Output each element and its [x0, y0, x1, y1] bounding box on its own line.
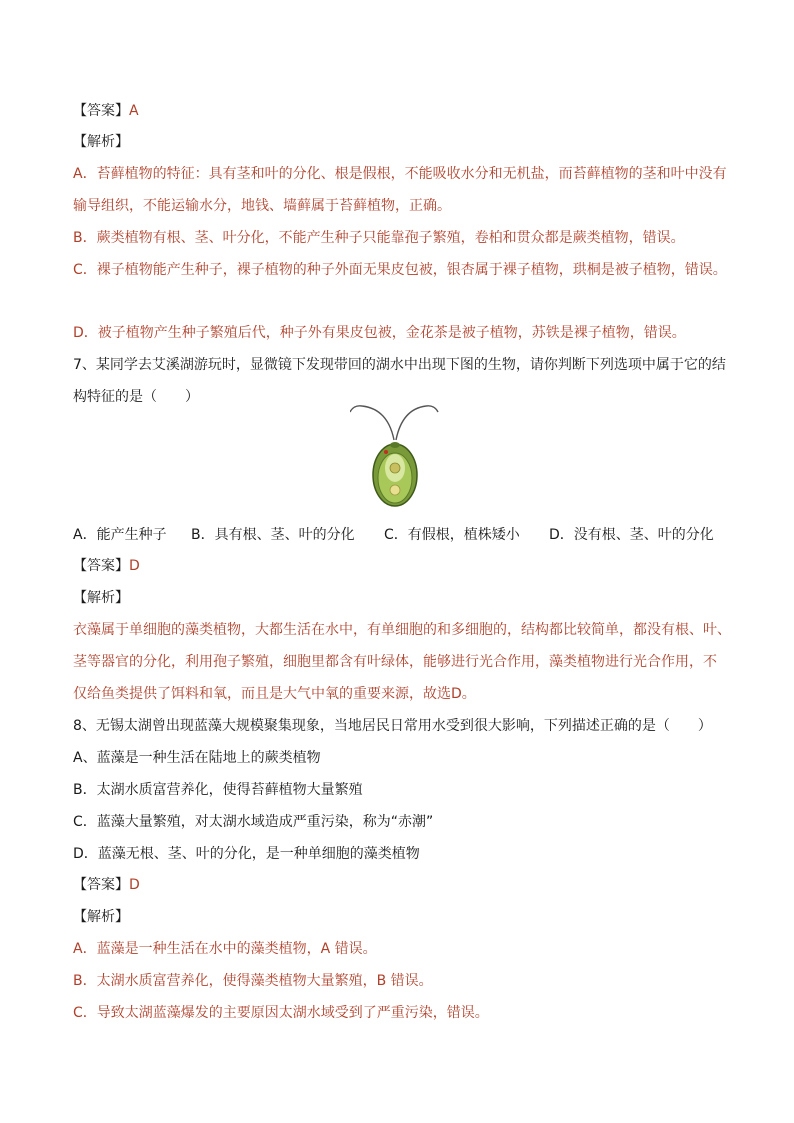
q7-option-d: D．没有根、茎、叶的分化	[549, 527, 714, 543]
q8-analysis-label: 【解析】	[73, 909, 129, 925]
q6-answer-label: 【答案】	[73, 103, 129, 119]
q6-analysis-line: B．蕨类植物有根、茎、叶分化，不能产生种子只能靠孢子繁殖，卷柏和贯众都是蕨类植物，错误。	[73, 230, 685, 246]
q8-option-a: A、蓝藻是一种生活在陆地上的蕨类植物	[73, 750, 321, 766]
q6-analysis-line: A．苔藓植物的特征：具有茎和叶的分化、根是假根，不能吸收水分和无机盐，而苔藓植物的茎和叶中没有	[73, 166, 727, 182]
q7-option-b: B．具有根、茎、叶的分化	[191, 527, 355, 543]
chlamydomonas-illustration	[350, 400, 440, 510]
q8-option-d: D．蓝藻无根、茎、叶的分化，是一种单细胞的藻类植物	[73, 846, 420, 862]
q8-option-b: B．太湖水质富营养化，使得苔藓植物大量繁殖	[73, 782, 363, 798]
q6-answer-value: A	[129, 103, 139, 119]
q8-analysis-line: A．蓝藻是一种生活在水中的藻类植物，A 错误。	[73, 941, 377, 957]
q8-analysis-line: C．导致太湖蓝藻爆发的主要原因太湖水域受到了严重污染，错误。	[73, 1005, 489, 1021]
q7-answer	[73, 556, 140, 576]
q6-analysis-line: C．裸子植物能产生种子，裸子植物的种子外面无果皮包被，银杏属于裸子植物，珙桐是被子植物，错误。	[73, 262, 727, 278]
q8-answer-label: 【答案】	[73, 877, 129, 893]
q8-stem: 8、无锡太湖曾出现蓝藻大规模聚集现象，当地居民日常用水受到很大影响，下列描述正确的是（ ）	[73, 718, 712, 734]
q6-answer	[73, 101, 139, 121]
q7-option-a: A．能产生种子	[73, 527, 167, 543]
q8-analysis-line: B．太湖水质富营养化，使得藻类植物大量繁殖，B 错误。	[73, 973, 433, 989]
q7-analysis-label: 【解析】	[73, 590, 129, 606]
q8-answer-value: D	[129, 877, 140, 893]
q6-analysis-label: 【解析】	[73, 134, 129, 150]
q6-analysis-line: D．被子植物产生种子繁殖后代，种子外有果皮包被，金花茶是被子植物，苏铁是裸子植物，错误。	[73, 325, 686, 341]
q8-answer	[73, 875, 140, 895]
q8-option-c: C．蓝藻大量繁殖，对太湖水域造成严重污染，称为“赤潮”	[73, 814, 434, 830]
q6-analysis-line: 输导组织，不能运输水分，地钱、墙藓属于苔藓植物，正确。	[73, 198, 451, 214]
q7-analysis-line: 仅给鱼类提供了饵料和氧，而且是大气中氧的重要来源，故选D。	[73, 686, 476, 702]
q7-answer-label: 【答案】	[73, 558, 129, 574]
q7-analysis-line: 茎等器官的分化，利用孢子繁殖，细胞里都含有叶绿体，能够进行光合作用，藻类植物进行光合作用，不	[73, 654, 717, 670]
q7-answer-value: D	[129, 558, 140, 574]
q7-stem-line: 7、某同学去艾溪湖游玩时，显微镜下发现带回的湖水中出现下图的生物，请你判断下列选项中属于它的结	[73, 357, 726, 373]
q7-option-c: C．有假根，植株矮小	[384, 527, 520, 543]
q7-stem-line: 构特征的是（ ）	[73, 389, 199, 405]
q7-analysis-line: 衣藻属于单细胞的藻类植物，大都生活在水中，有单细胞的和多细胞的，结构都比较简单，都没有根、叶、	[73, 622, 731, 638]
